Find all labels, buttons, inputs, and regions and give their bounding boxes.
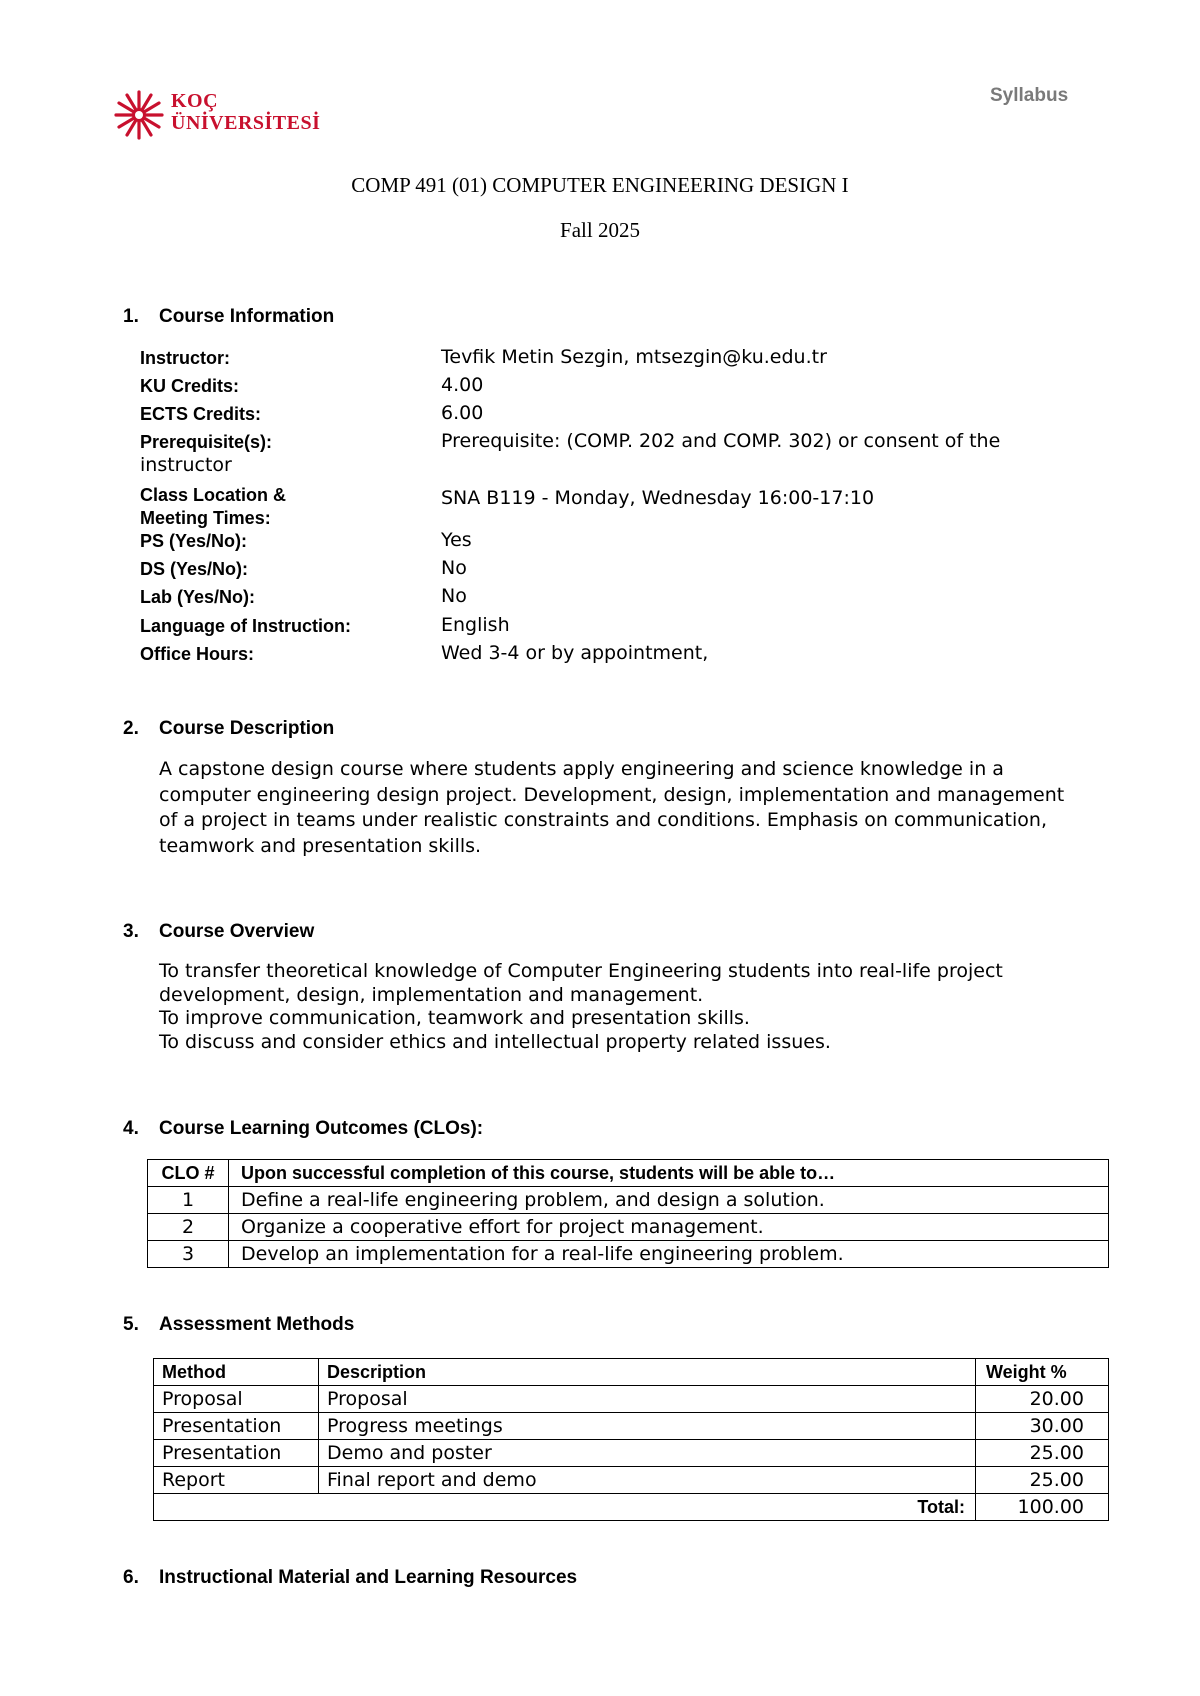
weight-header: Weight % [976, 1359, 1109, 1386]
instructor-value: Tevfik Metin Sezgin, mtsezgin@ku.edu.tr [441, 346, 827, 368]
ds-label: DS (Yes/No): [140, 559, 249, 579]
clo-text-header: Upon successful completion of this course, students will be able to… [229, 1160, 1109, 1187]
ds-value: No [441, 557, 467, 579]
section-heading-course-description: 2. Course Description [123, 718, 335, 739]
table-header-row [148, 1160, 1109, 1187]
weight-cell: 25.00 [976, 1467, 1109, 1494]
term-label: Fall 2025 [560, 218, 640, 242]
sunburst-logo-icon [113, 90, 173, 140]
table-row [154, 1440, 1109, 1467]
ku-credits-value: 4.00 [441, 374, 484, 396]
class-location-label: Class Location & Meeting Times: [140, 485, 287, 528]
total-label: Total: [154, 1494, 976, 1521]
section-heading-course-overview: 3. Course Overview [123, 921, 315, 942]
learning-outcomes-table [147, 1159, 1109, 1268]
course-overview-text: To transfer theoretical knowledge of Computer Engineering students into real-life project development, design, implementation and management. To improve communication, teamwork and presentation skills. To discuss and consider ethics and intellectual property related issues. [159, 960, 1003, 1053]
total-row [154, 1494, 1109, 1521]
method-cell: Presentation [154, 1413, 319, 1440]
language-value: English [441, 614, 510, 636]
clo-number-header: CLO # [148, 1160, 229, 1187]
description-cell: Final report and demo [319, 1467, 976, 1494]
section-heading-course-information: 1. Course Information [123, 306, 335, 327]
assessment-methods-table [153, 1358, 1109, 1521]
clo-number-cell: 3 [148, 1241, 229, 1268]
clo-text-cell: Define a real-life engineering problem, and design a solution. [229, 1187, 1109, 1214]
weight-cell: 20.00 [976, 1386, 1109, 1413]
clo-text-cell: Develop an implementation for a real-life engineering problem. [229, 1241, 1109, 1268]
method-header: Method [154, 1359, 319, 1386]
section-heading-learning-outcomes: 4. Course Learning Outcomes (CLOs): [123, 1118, 484, 1139]
office-hours-value: Wed 3-4 or by appointment, [441, 642, 709, 664]
description-cell: Progress meetings [319, 1413, 976, 1440]
ects-credits-label: ECTS Credits: [140, 404, 262, 424]
course-description-text: A capstone design course where students apply engineering and science knowledge in a computer engineering design project. Development, design, implementation and management of a project in teams under realistic constraints and conditions. Emphasis on communication, teamwork and presentation skills. [159, 758, 1065, 857]
lab-value: No [441, 585, 467, 607]
lab-label: Lab (Yes/No): [140, 587, 256, 607]
instructor-label: Instructor: [140, 348, 230, 368]
ps-label: PS (Yes/No): [140, 531, 248, 551]
document-type-label: Syllabus [990, 85, 1069, 106]
method-cell: Presentation [154, 1440, 319, 1467]
weight-cell: 25.00 [976, 1440, 1109, 1467]
table-row [154, 1413, 1109, 1440]
table-row [154, 1386, 1109, 1413]
description-cell: Proposal [319, 1386, 976, 1413]
description-header: Description [319, 1359, 976, 1386]
table-row [148, 1187, 1109, 1214]
office-hours-label: Office Hours: [140, 644, 255, 664]
table-row [148, 1241, 1109, 1268]
logo-text-line2: ÜNİVERSİTESİ [171, 112, 321, 134]
prerequisites-value-continued: instructor [140, 454, 232, 476]
clo-number-cell: 2 [148, 1214, 229, 1241]
ku-credits-label: KU Credits: [140, 376, 240, 396]
section-heading-learning-resources: 6. Instructional Material and Learning Resources [123, 1567, 578, 1588]
method-cell: Proposal [154, 1386, 319, 1413]
prerequisites-value: Prerequisite: (COMP. 202 and COMP. 302) or consent of the [441, 430, 1001, 452]
method-cell: Report [154, 1467, 319, 1494]
page-title: COMP 491 (01) COMPUTER ENGINEERING DESIGN I [351, 173, 849, 197]
total-value: 100.00 [976, 1494, 1109, 1521]
prerequisites-label: Prerequisite(s): [140, 432, 273, 452]
clo-number-cell: 1 [148, 1187, 229, 1214]
ects-credits-value: 6.00 [441, 402, 484, 424]
table-row [154, 1467, 1109, 1494]
section-heading-assessment-methods: 5. Assessment Methods [123, 1314, 355, 1335]
class-location-value: SNA B119 - Monday, Wednesday 16:00-17:10 [441, 487, 875, 509]
weight-cell: 30.00 [976, 1413, 1109, 1440]
description-cell: Demo and poster [319, 1440, 976, 1467]
language-label: Language of Instruction: [140, 616, 351, 636]
table-row [148, 1214, 1109, 1241]
logo-text-line1: KOÇ [171, 90, 219, 112]
clo-text-cell: Organize a cooperative effort for project management. [229, 1214, 1109, 1241]
university-logo [113, 90, 323, 140]
ps-value: Yes [441, 529, 472, 551]
table-header-row [154, 1359, 1109, 1386]
